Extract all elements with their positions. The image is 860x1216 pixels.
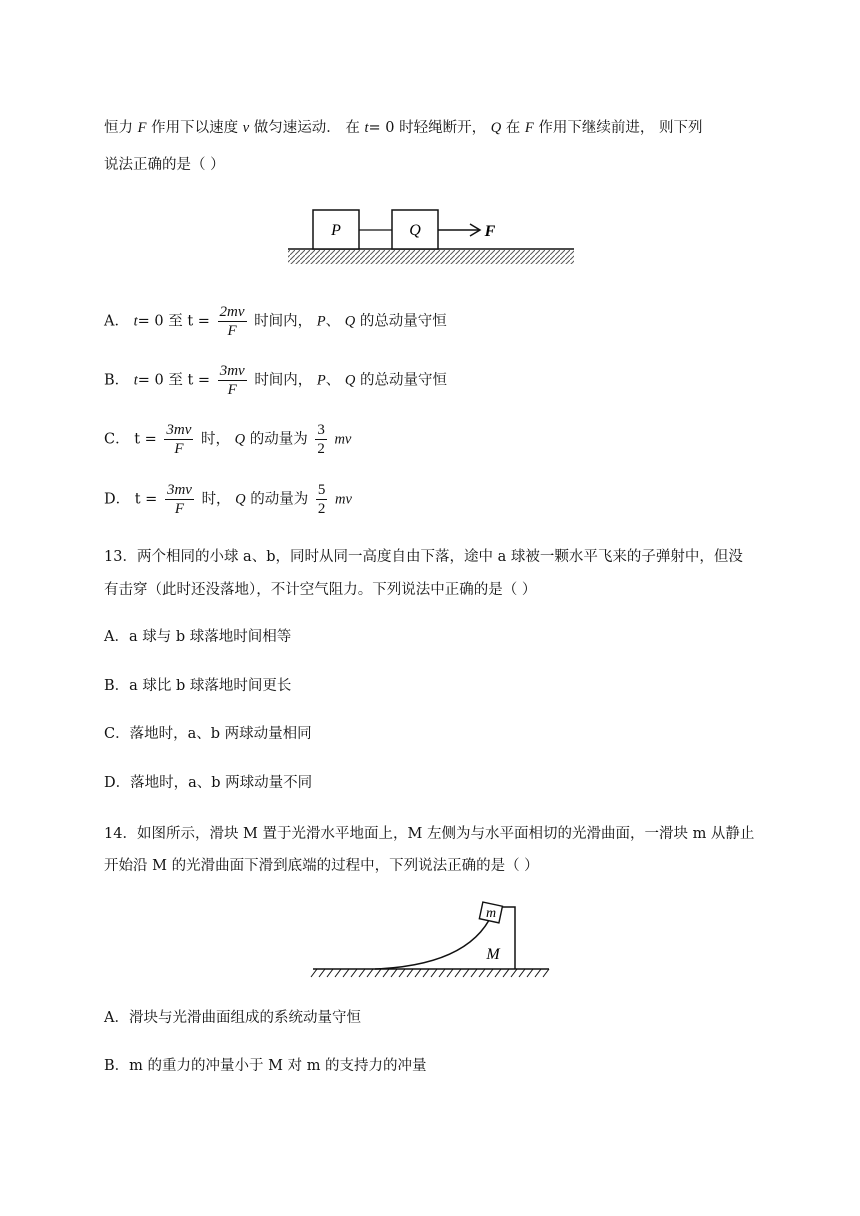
q13-option-C: C．落地时，a、b 两球动量相同 (104, 726, 312, 742)
label-P: P (331, 222, 341, 239)
option-A: A． t= 0 至 t = $\frac{2mv}{F}$ 时间内， P、 Q 的总动量守恒 (104, 304, 447, 339)
var-mv: mv (334, 491, 352, 508)
var-mv: mv (334, 431, 352, 448)
text: 时， (201, 491, 231, 508)
q13-line-2: 有击穿（此时还没落地），不计空气阻力。下列说法中正确的是（ ） (104, 582, 537, 598)
option-label: A． (104, 313, 129, 330)
text: 时间内， (254, 313, 313, 330)
figure-blocks (280, 200, 580, 272)
var-Q: Q (344, 372, 356, 389)
eq-zero: = 0 (368, 120, 395, 136)
option-label: D． (104, 491, 131, 508)
q13-line-1: 13．两个相同的小球 a、b，同时从同一高度自由下落，途中 a 球被一颗水平飞来的子弹射中，但没 (104, 549, 743, 565)
text: 时， (201, 431, 231, 448)
q13-option-D: D．落地时，a、b 两球动量不同 (104, 775, 313, 791)
fraction: $\frac{2mv}{F}$ (219, 304, 245, 339)
var-Q: Q (235, 491, 246, 508)
q13-option-B: B．a 球比 b 球落地时间更长 (104, 678, 292, 694)
fraction: $\frac{3mv}{F}$ (166, 482, 192, 517)
intro-line-2: 说法正确的是（ ） (104, 157, 225, 173)
var-Q: Q (490, 120, 502, 136)
fraction: $\frac{3mv}{F}$ (219, 363, 245, 398)
var-t: t (133, 372, 138, 389)
var-F: F (137, 120, 147, 136)
text: 做匀速运动． 在 (253, 120, 360, 136)
q13-option-A: A．a 球与 b 球落地时间相等 (104, 629, 292, 645)
t-eq: t = (134, 431, 157, 448)
text: 的动量为 (250, 491, 309, 508)
text: 在 (505, 120, 521, 136)
q14-option-A: A．滑块与光滑曲面组成的系统动量守恒 (104, 1010, 361, 1026)
var-t: t (364, 120, 369, 136)
text: 至 (168, 372, 183, 389)
label-Q: Q (409, 222, 421, 239)
text: 的动量为 (249, 431, 308, 448)
var-P: P (316, 313, 326, 330)
var-Q: Q (344, 313, 356, 330)
var-P: P (316, 372, 326, 389)
fraction: $\frac{3mv}{F}$ (166, 422, 192, 457)
text: 的总动量守恒 (359, 313, 447, 330)
option-D (104, 481, 352, 518)
var-F: F (524, 120, 534, 136)
label-m: m (485, 906, 497, 921)
text: 至 (168, 313, 183, 330)
label-F: F (484, 223, 496, 240)
eq-zero: = 0 (137, 372, 164, 389)
var-v: v (242, 120, 250, 136)
t-eq: t = (134, 491, 158, 508)
option-C (104, 421, 351, 458)
option-B: B． t= 0 至 t = $\frac{3mv}{F}$ 时间内， P、 Q 的总动量守恒 (104, 363, 447, 398)
label-M: M (486, 946, 500, 963)
t-eq: t = (187, 372, 211, 389)
q14-line-1: 14．如图所示，滑块 M 置于光滑水平地面上，M 左侧为与水平面相切的光滑曲面，一滑块 m 从静止 (104, 826, 755, 842)
var-Q: Q (234, 431, 246, 448)
text: 作用下以速度 (151, 120, 239, 136)
text: 时轻绳断开， (399, 120, 487, 136)
fraction: $\frac{5}{2}$ (317, 482, 326, 517)
text: 时间内， (254, 372, 313, 389)
option-label: B． (104, 372, 130, 389)
q14-option-B: B．m 的重力的冲量小于 M 对 m 的支持力的冲量 (104, 1058, 427, 1074)
eq-zero: = 0 (137, 313, 164, 330)
text: 恒力 (104, 120, 133, 136)
t-eq: t = (187, 313, 210, 330)
q14-line-2: 开始沿 M 的光滑曲面下滑到底端的过程中，下列说法正确的是（ ） (104, 858, 539, 874)
text: 作用下继续前进， 则下列 (538, 120, 703, 136)
figure-curved-slide (305, 895, 555, 985)
text: 的总动量守恒 (359, 372, 447, 389)
fraction: $\frac{3}{2}$ (317, 422, 325, 457)
option-label: C． (104, 431, 130, 448)
intro-line-1 (104, 118, 702, 138)
var-t: t (133, 313, 138, 330)
